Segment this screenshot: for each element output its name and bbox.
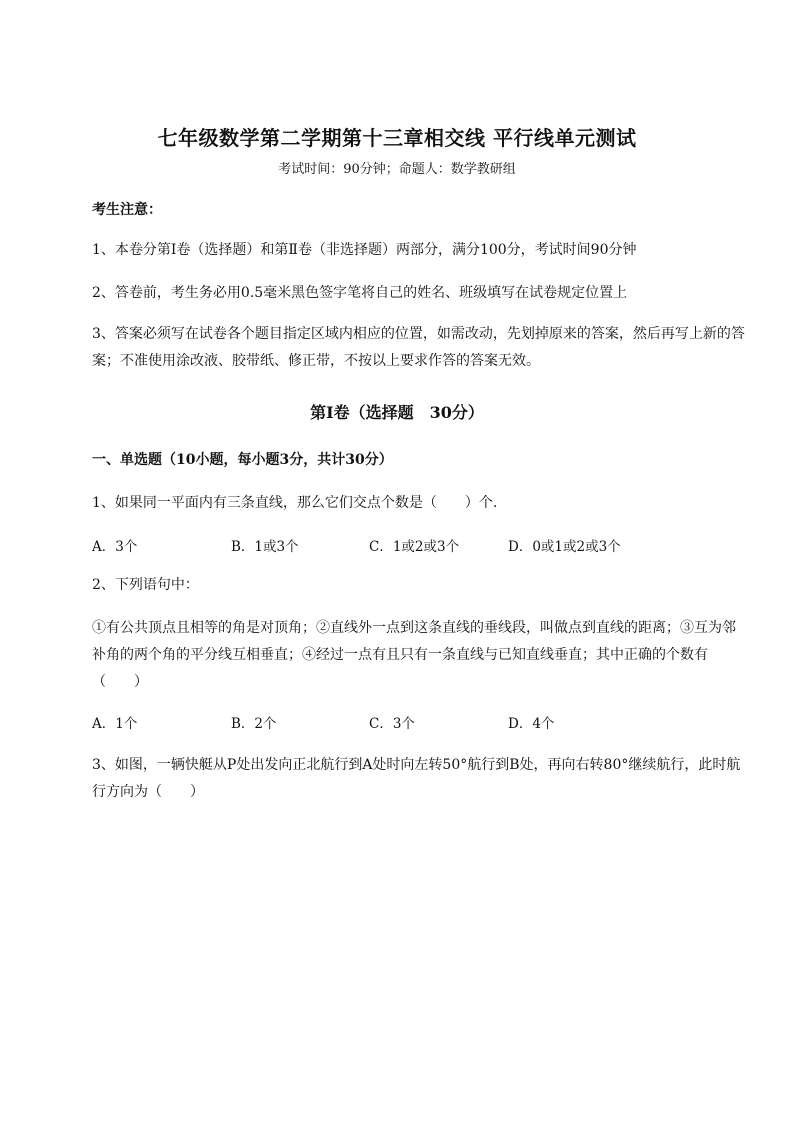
option-a: A．1个 bbox=[92, 716, 138, 732]
option-a: A．3个 bbox=[92, 539, 138, 555]
option-b: B．2个 bbox=[231, 716, 277, 732]
exam-title: 七年级数学第二学期第十三章相交线 平行线单元测试 bbox=[157, 126, 637, 150]
option-d: D．4个 bbox=[508, 716, 555, 732]
question-3-stem: 3、如图，一辆快艇从P处出发向正北航行到A处时向左转50°航行到B处，再向右转80°继续航行，此时航行方向为（ ） bbox=[92, 757, 741, 800]
option-c: C．1或2或3个 bbox=[369, 539, 460, 555]
question-1-options bbox=[92, 535, 747, 557]
note-item-2: 2、答卷前，考生务必用0.5毫米黑色签字笔将自己的姓名、班级填写在试卷规定位置上 bbox=[92, 285, 628, 301]
note-item-3: 3、答案必须写在试卷各个题目指定区域内相应的位置，如需改动，先划掉原来的答案，然后再写上新的答案；不准使用涂改液、胶带纸、修正带，不按以上要求作答的答案无效。 bbox=[92, 326, 745, 369]
notes-heading: 考生注意： bbox=[92, 202, 162, 218]
option-d: D．0或1或2或3个 bbox=[508, 539, 621, 555]
exam-subtitle: 考试时间：90分钟；命题人：数学教研组 bbox=[278, 162, 516, 177]
question-1-stem: 1、如果同一平面内有三条直线，那么它们交点个数是（ ）个. bbox=[92, 495, 498, 511]
option-c: C．3个 bbox=[369, 716, 415, 732]
question-2-stem: 2、下列语句中： bbox=[92, 577, 199, 593]
part1-title: 第I卷（选择题 30分） bbox=[310, 403, 484, 422]
note-item-1: 1、本卷分第I卷（选择题）和第Ⅱ卷（非选择题）两部分，满分100分，考试时间90分钟 bbox=[92, 242, 637, 258]
single-choice-heading: 一、单选题（10小题，每小题3分，共计30分） bbox=[92, 452, 393, 468]
question-2-body: ①有公共顶点且相等的角是对顶角；②直线外一点到这条直线的垂线段，叫做点到直线的距离；③互为邻补角的两个角的平分线互相垂直；④经过一点有且只有一条直线与已知直线垂直；其中正确的个数有（ ） bbox=[92, 620, 736, 690]
option-b: B．1或3个 bbox=[231, 539, 299, 555]
question-2-options bbox=[92, 712, 747, 734]
